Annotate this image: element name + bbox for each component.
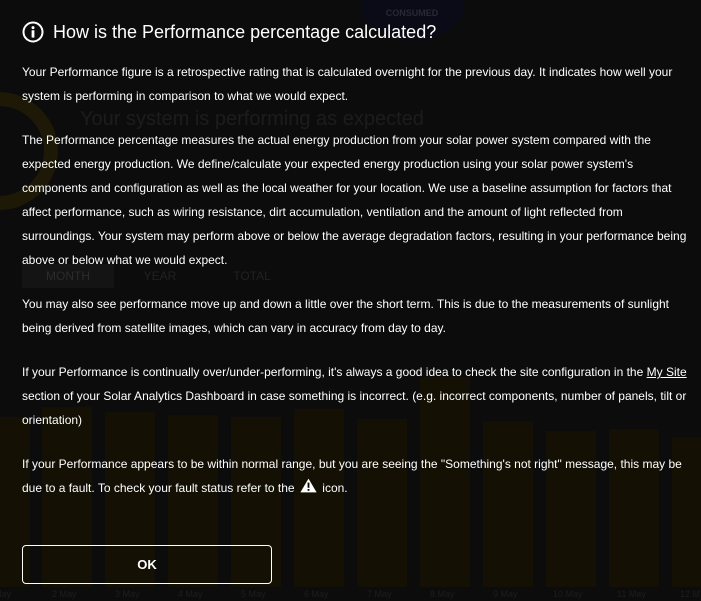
paragraph-configuration [22,360,690,432]
paragraph-retrospective: Your Performance figure is a retrospective rating that is calculated overnight for the previous day. It indicates how well your system is performing in comparison to what we would expect. [22,65,673,103]
paragraph-measurement: The Performance percentage measures the actual energy production from your solar power system compared with the expected energy production. We define/calculate your expected energy production using your solar power system's components and configuration as well as the local weather for your location. We use a baseline assumption for factors that affect performance, such as wiring resistance, dirt accumulation, ventilation and the amount of light reflected from surroundings. Your system may perform above or below the average degradation factors, resulting in your performance being above or below what we would expect. [22,133,687,267]
paragraph-fault [22,452,690,500]
modal-body [22,60,690,520]
paragraph-text: If your Performance is continually over/under-performing, it's always a good idea to check the site configuration in the [22,365,647,379]
ok-button[interactable]: OK [22,545,272,584]
modal-header [22,20,436,44]
warning-icon [300,477,317,491]
paragraph-text: section of your Solar Analytics Dashboard in case something is incorrect. (e.g. incorrect components, number of panels, tilt or orientation) [22,389,687,427]
paragraph-short-term: You may also see performance move up and down a little over the short term. This is due to the measurements of sunlight being derived from satellite images, which can vary in accuracy from day to day. [22,297,670,335]
paragraph-text: If your Performance appears to be within normal range, but you are seeing the "Something's not right" message, this may be due to a fault. To check your fault status refer to the [22,457,682,495]
paragraph-text: icon. [318,481,348,495]
info-icon [22,21,44,43]
modal-title: How is the Performance percentage calculated? [53,22,437,42]
my-site-link[interactable]: My Site [646,365,687,379]
